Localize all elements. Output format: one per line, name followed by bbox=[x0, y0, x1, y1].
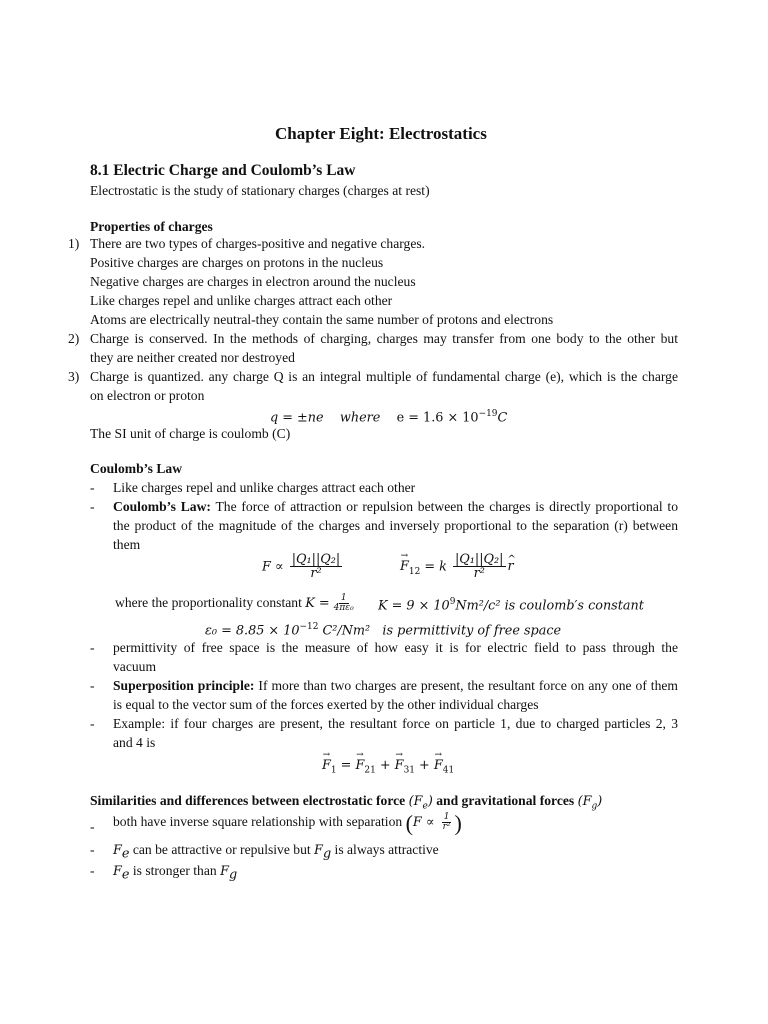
coulomb-heading: Coulomb’s Law bbox=[90, 461, 183, 476]
list-item: they are neither created nor destroyed bbox=[90, 350, 295, 365]
eq-r-hat: ^ r bbox=[508, 557, 514, 576]
list-item: Like charges repel and unlike charges attract each other bbox=[90, 293, 393, 308]
bullet-marker: - bbox=[90, 640, 95, 655]
properties-heading: Properties of charges bbox=[90, 219, 213, 234]
eq-F-vector: → F bbox=[400, 557, 409, 576]
constant-line bbox=[115, 593, 358, 614]
bullet-text: is equal to the vector sum of the forces exerted by the other individual charges bbox=[113, 697, 539, 712]
eps-exp: −12 bbox=[299, 622, 319, 632]
bullet-marker: - bbox=[90, 678, 95, 693]
bullet-text: them bbox=[113, 537, 141, 552]
bullet-text: Like charges repel and unlike charges attract each other bbox=[113, 480, 416, 495]
sub-g: g bbox=[591, 801, 598, 812]
heading-part: Similarities and differences between electrostatic force bbox=[90, 793, 406, 808]
eq-unit: C bbox=[497, 410, 508, 426]
bullet-text-part: both have inverse square relationship with separation bbox=[113, 814, 403, 829]
eps-value: ε₀ = 8.85 × 10 bbox=[205, 623, 300, 639]
list-item: Charge is quantized. any charge Q is an integral multiple of fundamental charge (e), which is the charge bbox=[90, 369, 678, 384]
list-item: Negative charges are charges in electron around the nucleus bbox=[90, 274, 416, 289]
bullet-marker: - bbox=[90, 716, 95, 731]
equation-charge-quantization bbox=[270, 405, 507, 427]
permittivity-equation bbox=[205, 618, 561, 640]
eq-rhs: e = 1.6 × 10 bbox=[396, 410, 479, 426]
list-marker: 1) bbox=[68, 236, 80, 251]
similarities-heading: Similarities and differences between electrostatic force $(F_e)$ and gravitational forces $(F_g)$ bbox=[90, 793, 603, 812]
bullet-text bbox=[113, 497, 678, 516]
bullet-text: the product of the magnitude of the charges and inversely proportional to the separation (r) between bbox=[113, 518, 678, 533]
eps-desc: is permittivity of free space bbox=[382, 623, 562, 639]
list-item: Charge is conserved. In the methods of charging, charges may transfer from one body to the other but bbox=[90, 331, 678, 346]
bullet-text: and 4 is bbox=[113, 735, 156, 750]
Fg: F bbox=[582, 794, 592, 809]
bullet-text bbox=[113, 676, 678, 695]
sub-e: e bbox=[121, 867, 130, 883]
F41: → F bbox=[434, 756, 443, 775]
K-value: K = 9 × 10 bbox=[378, 598, 450, 614]
K-def-den: 4πε₀ bbox=[333, 603, 354, 614]
equation-proportionality bbox=[262, 553, 344, 581]
F1: → F bbox=[322, 756, 331, 775]
bullet-text: vacuum bbox=[113, 659, 157, 674]
eq-denominator: r² bbox=[473, 566, 485, 582]
bullet-marker: - bbox=[90, 842, 95, 857]
eq-where: where bbox=[339, 410, 381, 426]
frac-num: 1 bbox=[443, 811, 450, 822]
eq-lhs: q = ±ne bbox=[270, 410, 324, 426]
eq-exp: −19 bbox=[478, 409, 498, 419]
Fe: F bbox=[413, 794, 423, 809]
list-item: Positive charges are charges on protons in the nucleus bbox=[90, 255, 384, 270]
eq-numerator: |Q₁||Q₂| bbox=[455, 552, 504, 567]
bullet-marker: - bbox=[90, 499, 95, 514]
sub-e: e bbox=[422, 801, 428, 812]
bullet-text: Example: if four charges are present, the resultant force on particle 1, due to charged particles 2, 3 bbox=[113, 716, 678, 731]
eq-equals-k: = k bbox=[424, 559, 447, 575]
list-item: Atoms are electrically neutral-they contain the same number of protons and electrons bbox=[90, 312, 554, 327]
bullet-text-part: is always attractive bbox=[331, 842, 439, 857]
Fg: F bbox=[314, 843, 323, 858]
bullet-text bbox=[113, 861, 237, 885]
sub-g: g bbox=[322, 846, 332, 862]
bullet-text: permittivity of free space is the measure of how easy it is for electric field to pass through the bbox=[113, 640, 678, 655]
eps-unit: C²/Nm² bbox=[322, 623, 371, 639]
bold-term: Superposition principle: bbox=[113, 678, 255, 693]
section-title: 8.1 Electric Charge and Coulomb’s Law bbox=[90, 162, 356, 179]
eq-subscript: 12 bbox=[408, 566, 421, 577]
sub-41: 41 bbox=[442, 765, 455, 776]
sub-g: g bbox=[228, 867, 238, 883]
bullet-marker: - bbox=[90, 819, 95, 834]
eq-numerator: |Q₁||Q₂| bbox=[291, 552, 341, 567]
eq-F: F bbox=[262, 559, 271, 575]
frac-den: r² bbox=[442, 822, 451, 833]
sub-e: e bbox=[121, 846, 130, 862]
Fe: F bbox=[113, 864, 122, 879]
bullet-text-part: is stronger than bbox=[129, 863, 221, 878]
eq-denominator: r² bbox=[310, 566, 322, 582]
sub-1: 1 bbox=[330, 765, 337, 776]
chapter-title: Chapter Eight: Electrostatics bbox=[275, 124, 487, 143]
list-item: There are two types of charges-positive and negative charges. bbox=[90, 236, 426, 251]
list-item: on electron or proton bbox=[90, 388, 205, 403]
F31: → F bbox=[395, 756, 404, 775]
list-marker: 2) bbox=[68, 331, 80, 346]
bullet-text-part: The force of attraction or repulsion between the charges is directly proportional to bbox=[210, 499, 678, 514]
K-desc: is coulomb′s constant bbox=[504, 598, 644, 614]
bold-term: Coulomb’s Law: bbox=[113, 499, 211, 514]
coulomb-constant-value bbox=[378, 593, 644, 615]
bullet-text-part: can be attractive or repulsive but bbox=[129, 842, 315, 857]
F21: → F bbox=[355, 756, 364, 775]
K-exp: 9 bbox=[449, 597, 456, 607]
K-unit: Nm²/c² bbox=[455, 598, 501, 614]
sub-31: 31 bbox=[403, 765, 415, 776]
bullet-marker: - bbox=[90, 480, 95, 495]
Fg: F bbox=[220, 864, 229, 879]
intro-text: Electrostatic is the study of stationary charges (charges at rest) bbox=[90, 183, 430, 198]
list-marker: 3) bbox=[68, 369, 80, 384]
K-def-lhs: K = bbox=[305, 596, 330, 611]
equation-coulomb-vector bbox=[400, 553, 514, 582]
constant-text: where the proportionality constant bbox=[115, 595, 302, 610]
eq-propto: ∝ bbox=[274, 559, 284, 575]
bullet-text: both have inverse square relationship with separation (F ∝ $\frac{1}{\text{r²}}$ ) bbox=[113, 810, 462, 836]
equation-superposition: → $F_1$ = → $F_{21}$ + → $F_{31}$ + → $F_{41}$ bbox=[322, 756, 454, 781]
bullet-text-part: If more than two charges are present, the resultant force on any one of them bbox=[254, 678, 678, 693]
Fe: F bbox=[113, 843, 122, 858]
sub-21: 21 bbox=[364, 765, 376, 776]
bullet-marker: - bbox=[90, 863, 95, 878]
si-unit-text: The SI unit of charge is coulomb (C) bbox=[90, 426, 291, 441]
K-def-num: 1 bbox=[340, 592, 347, 603]
heading-part: and gravitational forces bbox=[436, 793, 575, 808]
